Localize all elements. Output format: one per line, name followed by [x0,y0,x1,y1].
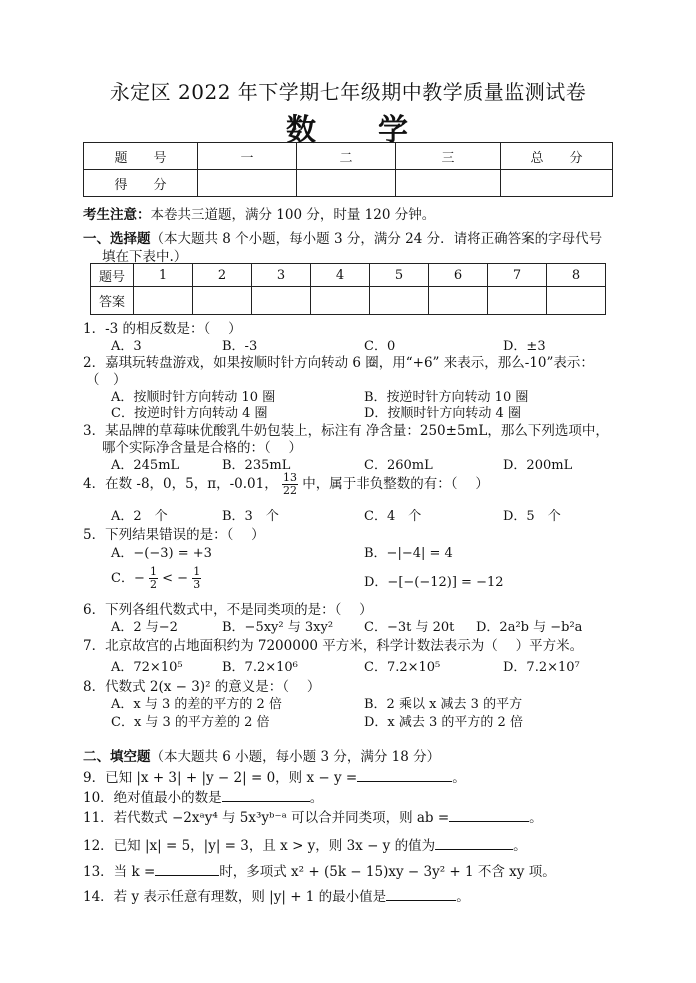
q11-text: 11．若代数式 −2xᵃy⁴ 与 5x³yᵇ⁻ᵃ 可以合并同类项，则 ab = [83,810,450,826]
q12-end: 。 [513,838,527,854]
q8-option-b: B．2 乘以 x 减去 3 的平方 [364,697,523,712]
q1-option-a: A．3 [111,339,142,354]
section2-heading: 二、填空题 [83,749,151,765]
answer-cell [488,287,547,315]
section1-desc-2: 填在下表中.） [102,249,188,265]
q4-denominator: 22 [283,484,297,497]
q12-text: 12．已知 |x| = 5，|y| = 3，且 x > y，则 3x − y 的值为 [83,838,436,854]
q13-answer-blank[interactable] [155,863,219,876]
q2-stem: 2．嘉琪玩转盘游戏，如果按顺时针方向转动 6 圈，用“+6” 来表示，那么-10”表示： [83,355,594,371]
q3-option-c: C．260mL [364,458,433,473]
q5-c-num-1: 1 [149,565,157,578]
answer-number: 6 [429,264,488,287]
score-row-label: 得 分 [84,170,198,197]
q3-stem-2: 哪个实际净含量是合格的：（ ） [102,440,303,456]
answer-number: 2 [193,264,252,287]
q10-text: 10．绝对值最小的数是 [83,790,222,806]
answer-table [90,263,606,315]
q11 [83,806,543,826]
q5-c-den-1: 2 [149,578,157,591]
score-header-total: 总 分 [501,143,613,170]
notice-label: 考生注意： [83,207,151,223]
q1-stem: 1．-3 的相反数是：（ ） [83,321,242,337]
q5-c-num-2: 1 [193,565,201,578]
answer-number: 3 [252,264,311,287]
answer-number: 1 [134,264,193,287]
q11-end: 。 [529,810,543,826]
q1-option-b: B．-3 [222,339,258,354]
q4-option-d: D．5 个 [503,509,561,524]
q5-option-a: A．−(−3) = +3 [111,546,212,561]
answer-cell [547,287,606,315]
q4-stem [83,472,489,497]
q12-answer-blank[interactable] [435,837,513,850]
q2-option-c: C．按逆时针方向转动 4 圈 [111,406,268,421]
q5-c-den-2: 3 [193,578,201,591]
q3-option-d: D．200mL [503,458,573,473]
q9-text: 9．已知 |x + 3| + |y − 2| = 0，则 x − y = [83,770,358,786]
q2-stem-2: （ ） [86,372,127,388]
q5-stem: 5．下列结果错误的是：（ ） [83,527,265,543]
subject-char-2: 学 [378,113,410,148]
score-header-3: 三 [396,143,501,170]
q5-option-c [111,566,201,591]
q6-option-b: B．−5xy² 与 3xy² [222,620,334,635]
answer-cell [193,287,252,315]
q9-answer-blank[interactable] [357,769,452,782]
q5-c-fraction-2 [192,566,201,591]
q7-option-a: A．72×10⁵ [111,660,183,675]
section2-desc: （本大题共 6 小题，每小题 3 分，满分 18 分） [150,749,441,765]
notice [83,203,435,223]
answer-cell [134,287,193,315]
score-cell-1 [198,170,297,197]
answer-number: 5 [370,264,429,287]
q6-stem: 6．下列各组代数式中，不是同类项的是：（ ） [83,602,373,618]
q8-option-d: D．x 减去 3 的平方的 2 倍 [364,715,523,730]
exam-title: 永定区 2022 年下学期七年级期中教学质量监测试卷 [109,80,587,104]
q7-stem: 7．北京故宫的占地面积约为 7200000 平方米，科学计数法表示为（ ）平方米。 [83,638,584,654]
q14-text: 14．若 y 表示任意有理数，则 |y| + 1 的最小值是 [83,889,387,905]
q14 [83,885,470,905]
q14-end: 。 [456,889,470,905]
q6-option-d: D．2a²b 与 −b²a [476,620,583,635]
section1-heading-line [83,227,602,247]
q2-option-a: A．按顺时针方向转动 10 圈 [111,390,276,405]
section1-heading: 一、选择题 [83,231,151,247]
q13-text: 13．当 k = [83,864,156,880]
q1-option-c: C．0 [364,339,396,354]
q7-option-b: B．7.2×10⁶ [222,660,298,675]
answer-cell [370,287,429,315]
q9-end: 。 [452,770,466,786]
q2-option-b: B．按逆时针方向转动 10 圈 [364,390,529,405]
q4-stem-b: 中，属于非负整数的有：（ ） [302,476,489,492]
q8-option-c: C．x 与 3 的平方差的 2 倍 [111,715,270,730]
score-cell-3 [396,170,501,197]
score-table [83,142,613,197]
q7-option-d: D．7.2×10⁷ [503,660,580,675]
subject-char-1: 数 [286,113,318,148]
q3-option-a: A．245mL [111,458,180,473]
q5-c-mid: < − [162,571,189,586]
score-cell-2 [297,170,396,197]
q12 [83,834,527,854]
q10-answer-blank[interactable] [222,789,310,802]
q7-option-c: C．7.2×10⁵ [364,660,441,675]
q13-end: 时，多项式 x² + (5k − 15)xy − 3y² + 1 不含 xy 项。 [219,864,556,880]
score-cell-total [501,170,613,197]
answer-cell [311,287,370,315]
score-header-2: 二 [297,143,396,170]
q5-option-b: B．−|−4| = 4 [364,546,453,561]
q8-option-a: A．x 与 3 的差的平方的 2 倍 [111,697,282,712]
q1-option-d: D．±3 [503,339,546,354]
notice-text: 本卷共三道题，满分 100 分，时量 120 分钟。 [150,207,436,223]
q4-option-a: A．2 个 [111,509,168,524]
answer-number: 8 [547,264,606,287]
section1-desc: （本大题共 8 个小题，每小题 3 分，满分 24 分．请将正确答案的字母代号 [150,231,603,247]
q5-c-prefix: C．− [111,571,145,586]
q5-option-d: D．−[−(−12)] = −12 [364,575,504,590]
score-header-1: 一 [198,143,297,170]
q4-stem-a: 4．在数 -8，0，5，π，-0.01， [83,476,278,492]
q10 [83,786,323,806]
q4-fraction [282,472,298,497]
answer-row-label: 题号 [91,264,134,287]
q13 [83,860,556,880]
q2-option-d: D．按顺时针方向转动 4 圈 [364,406,521,421]
section2-heading-line [83,745,440,765]
q9 [83,766,466,786]
answer-cell [429,287,488,315]
q3-stem: 3．某品牌的草莓味优酸乳牛奶包装上，标注有 净含量：250±5mL，那么下列选项中， [83,423,609,439]
q6-option-c: C．−3t 与 20t [364,620,455,635]
answer-cell [252,287,311,315]
q6-option-a: A．2 与−2 [111,620,178,635]
score-header-label: 题 号 [84,143,198,170]
q4-option-b: B．3 个 [222,509,279,524]
q14-answer-blank[interactable] [386,888,456,901]
answer-number: 4 [311,264,370,287]
q4-option-c: C．4 个 [364,509,422,524]
q3-option-b: B．235mL [222,458,291,473]
q5-c-fraction-1 [149,566,158,591]
q11-answer-blank[interactable] [449,809,529,822]
answer-number: 7 [488,264,547,287]
q8-stem: 8．代数式 2(x − 3)² 的意义是：（ ） [83,679,321,695]
answer-row-label: 答案 [91,287,134,315]
q4-numerator: 13 [283,471,297,484]
q10-end: 。 [309,790,324,806]
